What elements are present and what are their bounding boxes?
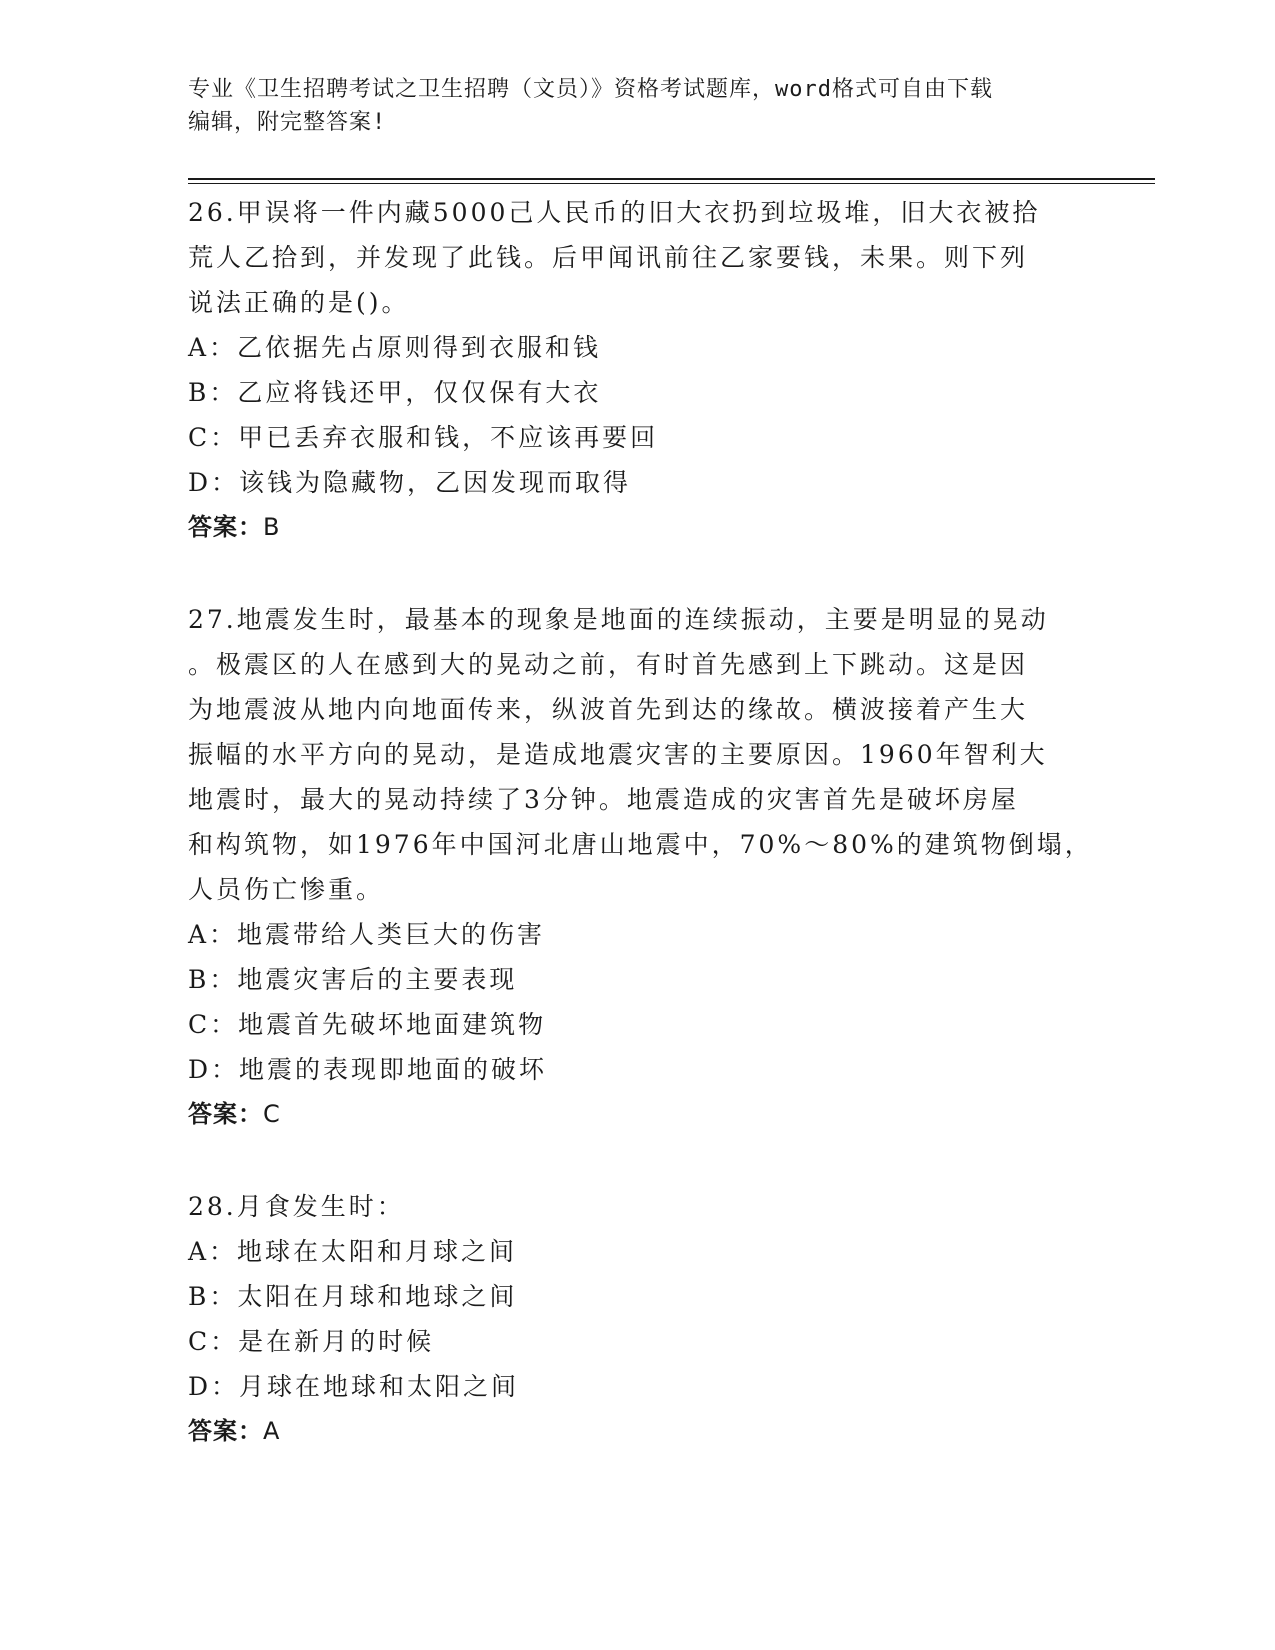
question-stem-line: 振幅的水平方向的晃动，是造成地震灾害的主要原因。1960年智利大 — [188, 740, 1048, 769]
answer-value: C — [263, 1100, 281, 1128]
question-gap — [188, 550, 1088, 597]
answer-label: 答案： — [188, 1417, 263, 1445]
question-stem-line: 28.月食发生时： — [188, 1192, 405, 1221]
question-stem-line: 荒人乙拾到，并发现了此钱。后甲闻讯前往乙家要钱，未果。则下列 — [188, 243, 1029, 272]
question-gap — [188, 1137, 1088, 1184]
option-c: C：是在新月的时候 — [188, 1327, 435, 1356]
answer-value: B — [263, 513, 281, 541]
header-line-1: 专业《卫生招聘考试之卫生招聘（文员）》资格考试题库，word格式可自由下载 — [188, 77, 993, 102]
question-stem-line: 27.地震发生时，最基本的现象是地面的连续振动，主要是明显的晃动 — [188, 605, 1049, 634]
option-a: A：地震带给人类巨大的伤害 — [188, 920, 546, 949]
option-b: B：乙应将钱还甲，仅仅保有大衣 — [188, 378, 602, 407]
option-b: B：太阳在月球和地球之间 — [188, 1282, 518, 1311]
answer-line — [188, 1092, 1088, 1137]
option-d: D：该钱为隐藏物，乙因发现而取得 — [188, 468, 632, 497]
question-stem-line: 26.甲误将一件内藏5000己人民币的旧大衣扔到垃圾堆，旧大衣被拾 — [188, 198, 1041, 227]
question-stem-line: 说法正确的是()。 — [188, 288, 410, 317]
option-a: A：乙依据先占原则得到衣服和钱 — [188, 333, 602, 362]
option-a: A：地球在太阳和月球之间 — [188, 1237, 518, 1266]
option-b: B：地震灾害后的主要表现 — [188, 965, 518, 994]
question-stem-line: 人员伤亡惨重。 — [188, 875, 385, 904]
question-list — [188, 190, 1093, 1454]
question-26 — [188, 190, 1088, 550]
option-d: D：地震的表现即地面的破坏 — [188, 1055, 548, 1084]
question-stem-line: 。极震区的人在感到大的晃动之前，有时首先感到上下跳动。这是因 — [188, 650, 1029, 679]
question-stem-line: 和构筑物，如1976年中国河北唐山地震中，70%～80%的建筑物倒塌， — [188, 830, 1093, 859]
header-line-2: 编辑，附完整答案! — [188, 110, 387, 135]
answer-line — [188, 1409, 1088, 1454]
question-stem-line: 地震时，最大的晃动持续了3分钟。地震造成的灾害首先是破坏房屋 — [188, 785, 1019, 814]
answer-line — [188, 505, 1088, 550]
option-c: C：地震首先破坏地面建筑物 — [188, 1010, 547, 1039]
question-27 — [188, 597, 1093, 1137]
header-divider-thin — [188, 183, 1155, 184]
answer-label: 答案： — [188, 1100, 263, 1128]
option-d: D：月球在地球和太阳之间 — [188, 1372, 520, 1401]
answer-label: 答案： — [188, 513, 263, 541]
answer-value: A — [263, 1417, 281, 1445]
question-28 — [188, 1184, 1088, 1454]
question-stem-line: 为地震波从地内向地面传来，纵波首先到达的缘故。横波接着产生大 — [188, 695, 1029, 724]
option-c: C：甲已丢弃衣服和钱，不应该再要回 — [188, 423, 659, 452]
header-divider-thick — [188, 178, 1155, 180]
document-header — [188, 73, 1088, 139]
